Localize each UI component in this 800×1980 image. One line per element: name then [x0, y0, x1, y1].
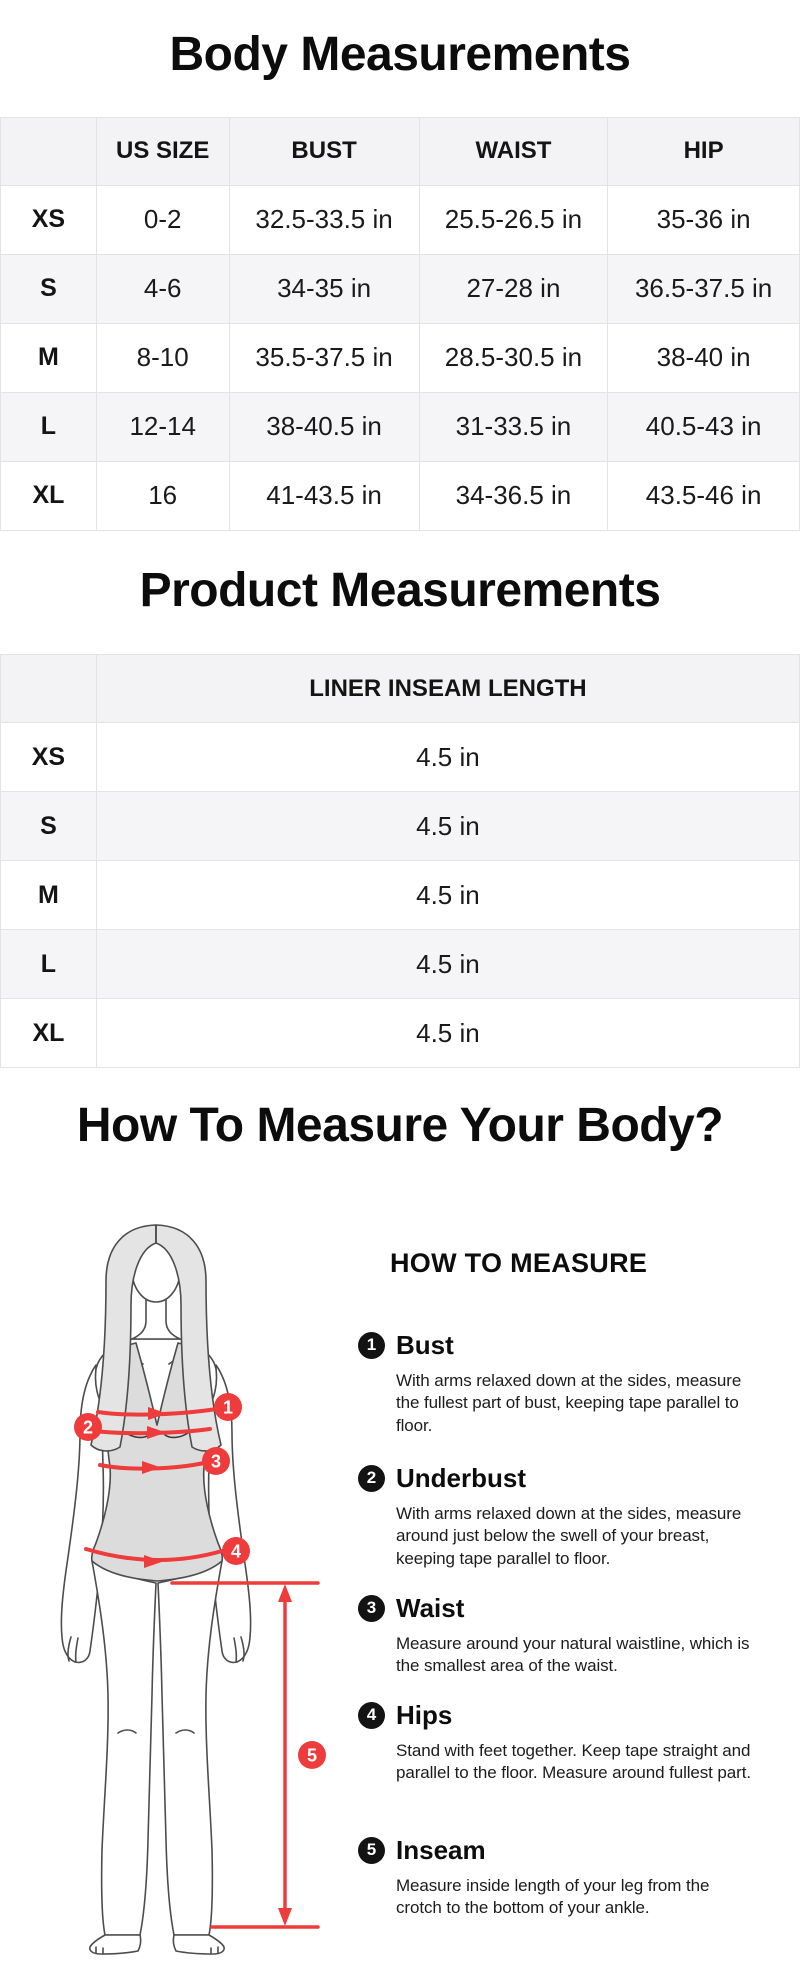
size-label: XL [1, 999, 97, 1068]
step-number-badge: 2 [358, 1465, 385, 1492]
table-cell: 4.5 in [96, 723, 799, 792]
size-label: S [1, 792, 97, 861]
step-label: Underbust [396, 1462, 526, 1493]
table-cell: 35-36 in [608, 185, 800, 254]
how-to-measure-panel-title: HOW TO MEASURE [390, 1247, 648, 1278]
table-cell: 34-35 in [229, 254, 419, 323]
table-cell: 4.5 in [96, 999, 799, 1068]
size-label: L [1, 392, 97, 461]
table-cell: 43.5-46 in [608, 461, 800, 530]
measure-step-inseam [358, 1835, 760, 1920]
table-cell: 32.5-33.5 in [229, 185, 419, 254]
step-description: Stand with feet together. Keep tape straight and parallel to the floor. Measure around fullest part. [396, 1740, 751, 1783]
figure-marker-number: 3 [210, 1451, 222, 1472]
column-header-us-size: US SIZE [96, 117, 229, 185]
table-row [1, 461, 800, 530]
step-heading [358, 1700, 760, 1731]
table-row [1, 723, 800, 792]
product-measurements-table [0, 654, 800, 1068]
table-cell: 41-43.5 in [229, 461, 419, 530]
column-header-hip: HIP [608, 117, 800, 185]
figure-marker-number: 4 [230, 1541, 242, 1562]
table-row [1, 392, 800, 461]
step-number-badge: 1 [358, 1332, 385, 1359]
right-leg [158, 1561, 222, 1935]
step-description: With arms relaxed down at the sides, measure the fullest part of bust, keeping tape parallel to floor. [396, 1370, 742, 1435]
table-row [1, 930, 800, 999]
how-to-measure-title: How To Measure Your Body? [76, 1099, 724, 1153]
table-cell: 0-2 [96, 185, 229, 254]
figure-marker-number: 1 [222, 1397, 234, 1418]
table-cell: 27-28 in [419, 254, 608, 323]
left-foot [90, 1935, 141, 1954]
table-row [1, 792, 800, 861]
size-label: XL [1, 461, 97, 530]
step-number-badge: 4 [358, 1702, 385, 1729]
left-leg [92, 1561, 156, 1935]
table-row [1, 254, 800, 323]
measure-step-hips [358, 1700, 760, 1785]
measure-step-underbust [358, 1463, 760, 1570]
step-label: Waist [396, 1592, 465, 1623]
table-cell: 4-6 [96, 254, 229, 323]
size-label: M [1, 323, 97, 392]
step-heading [358, 1593, 760, 1624]
step-heading [358, 1330, 760, 1361]
step-label: Hips [396, 1699, 453, 1730]
table-cell: 40.5-43 in [608, 392, 800, 461]
body-measurements-table [0, 117, 800, 531]
step-label: Bust [396, 1329, 454, 1360]
table-row [1, 999, 800, 1068]
table-header-row [1, 655, 800, 723]
measure-step-waist [358, 1593, 760, 1678]
figure-marker-number: 2 [82, 1417, 94, 1438]
body-measurements-title: Body Measurements [169, 28, 631, 81]
table-cell: 38-40.5 in [229, 392, 419, 461]
step-heading [358, 1463, 760, 1494]
column-header-waist: WAIST [419, 117, 608, 185]
arrowhead-down [278, 1908, 292, 1926]
table-cell: 4.5 in [96, 930, 799, 999]
table-cell: 25.5-26.5 in [419, 185, 608, 254]
step-number-badge: 5 [358, 1837, 385, 1864]
table-cell: 8-10 [96, 323, 229, 392]
table-cell: 4.5 in [96, 792, 799, 861]
table-cell: 36.5-37.5 in [608, 254, 800, 323]
size-label: M [1, 861, 97, 930]
size-label: L [1, 930, 97, 999]
table-row [1, 185, 800, 254]
body-figure-diagram [0, 1185, 400, 1975]
table-cell: 16 [96, 461, 229, 530]
size-label: XS [1, 185, 97, 254]
size-label: S [1, 254, 97, 323]
measure-step-bust [358, 1330, 760, 1437]
table-row [1, 323, 800, 392]
step-description: Measure inside length of your leg from the crotch to the bottom of your ankle. [396, 1875, 710, 1918]
table-cell: 31-33.5 in [419, 392, 608, 461]
step-description: With arms relaxed down at the sides, measure around just below the swell of your breast, keeping tape parallel to floor. [396, 1503, 742, 1568]
size-label: XS [1, 723, 97, 792]
how-to-measure-section [0, 1185, 800, 1975]
table-header-row [1, 117, 800, 185]
product-measurements-title: Product Measurements [139, 563, 661, 617]
step-heading [358, 1835, 760, 1866]
table-cell: 38-40 in [608, 323, 800, 392]
table-cell: 4.5 in [96, 861, 799, 930]
table-cell: 34-36.5 in [419, 461, 608, 530]
table-row [1, 861, 800, 930]
right-foot [173, 1935, 224, 1954]
figure-marker-number: 5 [306, 1745, 318, 1766]
step-label: Inseam [396, 1834, 486, 1865]
corner-cell [1, 117, 97, 185]
table-cell: 28.5-30.5 in [419, 323, 608, 392]
table-cell: 12-14 [96, 392, 229, 461]
table-cell: 35.5-37.5 in [229, 323, 419, 392]
corner-cell [1, 655, 97, 723]
arrowhead-up [278, 1584, 292, 1602]
column-header-bust: BUST [229, 117, 419, 185]
column-header-liner-inseam: LINER INSEAM LENGTH [96, 655, 799, 723]
step-number-badge: 3 [358, 1595, 385, 1622]
step-description: Measure around your natural waistline, which is the smallest area of the waist. [396, 1633, 750, 1676]
